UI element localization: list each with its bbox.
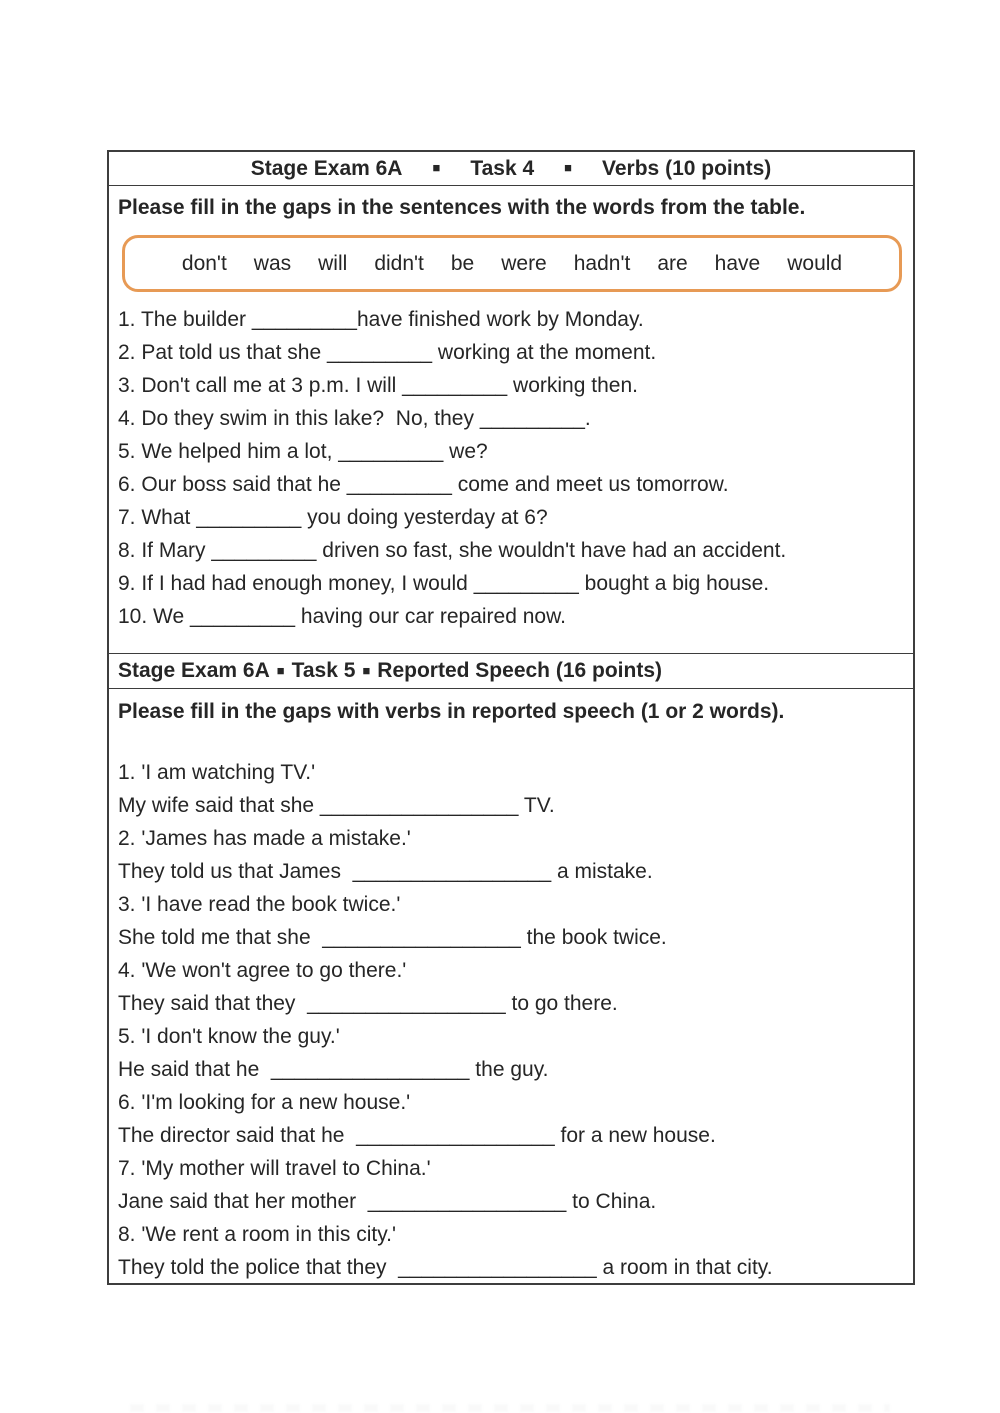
square-bullet-icon: ■ [432,160,441,175]
task5-item-list [118,756,905,1283]
word-bank-word: were [501,251,547,275]
task5-header-title: Stage Exam 6A [118,659,270,682]
task5-quote: 6. 'I'm looking for a new house.' [118,1090,411,1114]
task5-header-row [109,654,913,689]
task5-body [109,689,913,1283]
exam-table [107,150,915,1285]
task5-reported: He said that he _________________ the guy. [118,1057,549,1081]
task5-reported: They told us that James _________________ a mistake. [118,859,653,883]
word-bank [122,235,902,292]
task5-quote: 3. 'I have read the book twice.' [118,892,401,916]
task4-header-task: Task 4 [470,156,535,180]
word-bank-word: don't [181,251,227,275]
task4-sentence: 9. If I had had enough money, I would _________ bought a big house. [118,571,770,595]
word-bank-word: are [657,251,688,275]
square-bullet-icon: ■ [362,662,371,678]
task4-sentence-list [118,303,905,633]
task5-quote: 2. 'James has made a mistake.' [118,826,411,850]
task5-reported: My wife said that she _________________ TV. [118,793,555,817]
task4-sentence: 10. We _________ having our car repaired now. [118,604,566,628]
word-bank-word: didn't [374,251,424,275]
task5-header-task: Task 5 [291,659,356,682]
task4-sentence: 5. We helped him a lot, _________ we? [118,439,488,463]
task5-reported: The director said that he _________________ for a new house. [118,1123,716,1147]
word-bank-word: will [318,251,348,275]
task5-reported: She told me that she _________________ the book twice. [118,925,667,949]
task4-instruction: Please fill in the gaps in the sentences with the words from the table. [118,196,806,219]
task5-quote: 4. 'We won't agree to go there.' [118,958,407,982]
task4-header-topic: Verbs (10 points) [602,156,772,180]
word-bank-word: hadn't [573,251,631,275]
task4-sentence: 7. What _________ you doing yesterday at 6? [118,505,548,529]
task5-quote: 8. 'We rent a room in this city.' [118,1222,397,1246]
task4-sentence: 2. Pat told us that she _________ working at the moment. [118,340,657,364]
task4-header-title: Stage Exam 6A [250,156,403,180]
task4-sentence: 6. Our boss said that he _________ come and meet us tomorrow. [118,472,729,496]
task4-sentence: 3. Don't call me at 3 p.m. I will _________ working then. [118,373,638,397]
task4-sentence: 4. Do they swim in this lake? No, they _________. [118,406,591,430]
task5-quote: 7. 'My mother will travel to China.' [118,1156,431,1180]
task4-sentence: 8. If Mary _________ driven so fast, she wouldn't have had an accident. [118,538,787,562]
task5-reported: They said that they _________________ to go there. [118,991,618,1015]
task4-header-row [109,152,913,186]
square-bullet-icon: ■ [276,662,285,678]
word-bank-word: be [450,251,475,275]
task4-body [109,186,913,654]
word-bank-word: have [714,251,761,275]
word-bank-word: was [253,251,292,275]
task5-quote: 5. 'I don't know the guy.' [118,1024,340,1048]
square-bullet-icon: ■ [564,160,573,175]
task5-reported: They told the police that they _________________ a room in that city. [118,1255,773,1279]
cutoff-text-strip [130,1404,890,1412]
task5-header-topic: Reported Speech (16 points) [377,659,663,682]
task5-reported: Jane said that her mother _________________ to China. [118,1189,657,1213]
task5-quote: 1. 'I am watching TV.' [118,760,316,784]
task5-instruction: Please fill in the gaps with verbs in reported speech (1 or 2 words). [118,700,785,723]
word-bank-word: would [787,251,843,275]
task4-sentence: 1. The builder _________have finished work by Monday. [118,307,644,331]
